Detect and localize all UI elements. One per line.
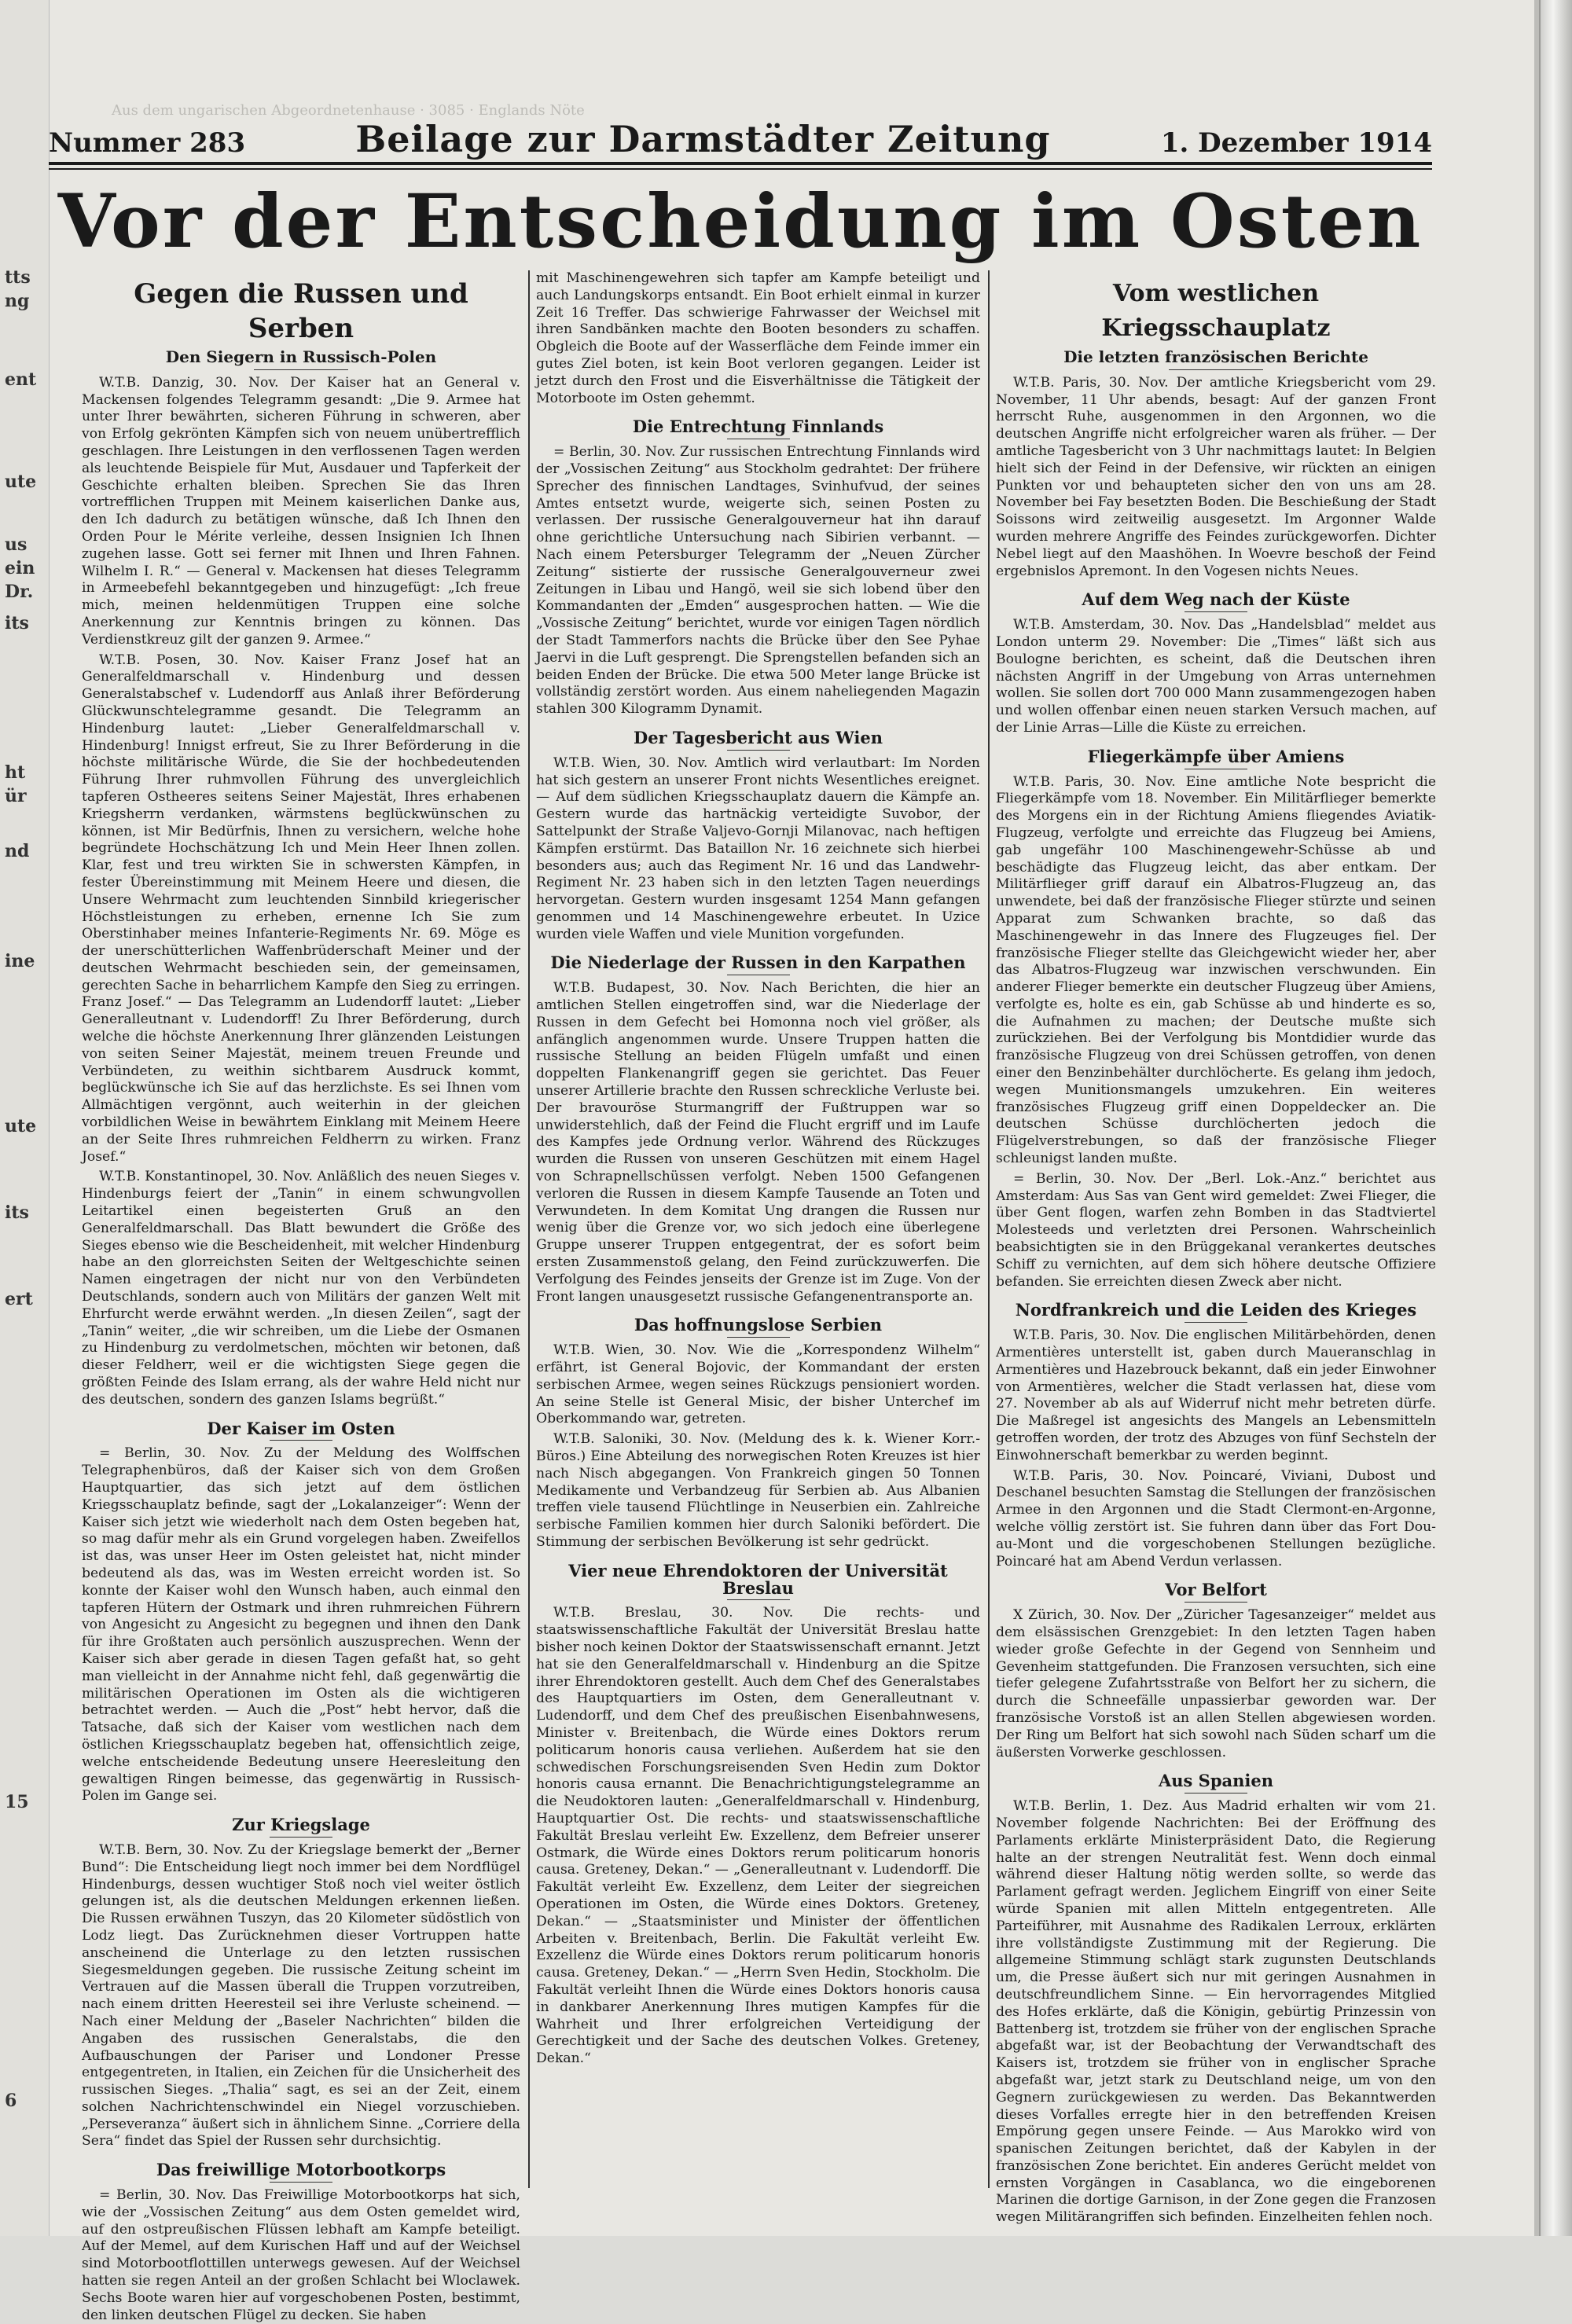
adjacent-page-edge xyxy=(0,0,50,2236)
article-paragraph: W.T.B. Paris, 30. Nov. Die englischen Militärbehörden, denen Armentières unterstellt ist, gaben durch Maueranschlag in Armentières und Hazebrouck bekannt, daß ein jeder Einwohner von Armentières, welcher die Stadt verlassen hat, diese vom 27. November ab als auf Widerruf nicht mehr betreten dürfe. Die Maßregel ist angesichts des Mangels an Lebensmitteln getroffen worden, der trotz des Abzuges von fünf Sechsteln der Einwohnerschaft bemerkbar zu werden beginnt. xyxy=(996,1327,1436,1463)
margin-fragment: its xyxy=(5,1202,29,1223)
column-divider xyxy=(528,270,530,2188)
paper-title: Beilage zur Darmstädter Zeitung xyxy=(355,118,1051,160)
margin-fragment: us xyxy=(5,534,28,555)
bleed-through-text: Aus dem ungarischen Abgeordnetenhause · 3085 · Englands Nöte xyxy=(112,102,585,119)
margin-fragment: 15 xyxy=(5,1792,29,1812)
issue-number: Nummer 283 xyxy=(49,127,246,159)
article-paragraph: W.T.B. Berlin, 1. Dez. Aus Madrid erhalten wir vom 21. November folgende Nachrichten: Bei der Eröffnung des Parlaments erklärte Ministerpräsident Dato, die Regierung halte an der strengen Neutralität fest. Wenn doch einmal während dieser Haltung nötig werden sollte, so werde das Parlament gefragt werden. Jeglichem Eingriff von einer Seite würde Spanien mit allen Mitteln entgegentreten. Alle Parteiführer, mit Ausnahme des Radikalen Lerroux, erklärten ihre vollständigste Zustimmung mit der Regierung. Die allgemeine Stimmung schlägt stark zugunsten Deutschlands um, die Presse äußert sich nur mit geringen Ausnahmen in deutschfreundlichem Sinne. — Ein hervorragendes Mitglied des Hofes erklärte, daß die Königin, gebürtig Prinzessin von Battenberg ist, trotzdem sie früher von der englischen Sprache abgefaßt war, ist der Beobachtung der Verwandtschaft des Kaisers ist, trotzdem sie früher von in englischer Sprache abgefaßt war, jetzt stark zu Deutschland neige, um von den Gegnern zurückgewiesen zu werden. Das Bekanntwerden dieses Vorfalles erregte hier in den betreffenden Kreisen Empörung gegen unsere Feinde. — Aus Marokko wird von spanischen Zeitungen berichtet, daß der Kabylen in der französischen Zone berichtet. Ein anderes Gerücht meldet von ernsten Vorgängen in Casablanca, wo die eingeborenen Marinen die dortige Garnison, in der Zone gegen die Franzosen wegen Militärangriffen sich befinden. Einzelheiten fehlen noch. xyxy=(996,1798,1436,2226)
margin-fragment: ng xyxy=(5,291,30,311)
margin-fragment: ute xyxy=(5,472,37,492)
section-heading: Gegen die Russen und Serben xyxy=(134,278,468,344)
column-3 xyxy=(996,270,1436,2226)
article-paragraph: = Berlin, 30. Nov. Zur russischen Entrechtung Finnlands wird der „Vossischen Zeitung“ aus Stockholm gedrahtet: Der frühere Sprecher des finnischen Landtages, Svinhufvud, der seines Amtes entsetzt wurde, weigerte sich, seinen Posten zu verlassen. Der russische Generalgouverneur hat ihn darauf ohne gerichtliche Untersuchung nach Sibirien verbannt. — Nach einem Petersburger Telegramm der „Neuen Zürcher Zeitung“ sistierte der russische Generalgouverneur zwei Zeitungen in Libau und Hangö, weil sie sich lobend über den Kommandanten der „Emden“ ausgesprochen hatten. — Wie die „Vossische Zeitung“ berichtet, wurde vor einigen Tagen nördlich der Stadt Tammerfors nachts die Brücke über den See Pyhae Jaervi in die Luft gesprengt. Die Sprengstellen befanden sich an beiden Enden der Brücke. Die etwa 500 Meter lange Brücke ist vollständig zerstört worden. Aus einem naheliegenden Magazin stahlen 300 Kilogramm Dynamit. xyxy=(536,444,980,718)
article-heading: Vor Belfort xyxy=(996,1581,1436,1603)
article-heading: Die Entrechtung Finnlands xyxy=(536,418,980,439)
margin-fragment: ent xyxy=(5,369,37,390)
margin-fragment: ine xyxy=(5,951,35,971)
article-paragraph: W.T.B. Bern, 30. Nov. Zu der Kriegslage bemerkt der „Berner Bund“: Die Entscheidung liegt noch immer bei dem Nordflügel Hindenburgs, dessen wuchtiger Stoß noch viel weiter östlich gelungen ist, als die deutschen Meldungen erkennen ließen. Die Russen erwähnen Tuszyn, das 20 Kilometer südöstlich von Lodz liegt. Das Zurücknehmen dieser Vortruppen hatte anscheinend die Unterlage zu den letzten russischen Siegesmeldungen gegeben. Die russische Zeitung scheint im Vertrauen auf die Massen überall die Truppen vorzutreiben, nach einem dritten Heeresteil sei ihre Verluste scheinend. — Nach einer Meldung der „Baseler Nachrichten“ bilden die Angaben des russischen Generalstabs, die den Aufbauschungen der Pariser und Londoner Presse entgegentreten, in Italien, ein Zeichen für die Unsicherheit des russischen Sieges. „Thalia“ sagt, es sei an der Zeit, einem solchen Nachrichtenschwindel ein Niegel vorzuschieben. „Perseveranza“ äußert sich in ähnlichem Sinne. „Corriere della Sera“ findet das Spiel der Russen sehr durchsichtig. xyxy=(82,1841,520,2150)
article-paragraph: W.T.B. Posen, 30. Nov. Kaiser Franz Josef hat an Generalfeldmarschall v. Hindenburg und dessen Generalstabschef v. Ludendorff aus Anlaß ihrer Beförderung Glückwunschtelegramme gesandt. Die Telegramm an Hindenburg lautet: „Lieber Generalfeldmarschall v. Hindenburg! Innigst erfreut, Sie zu Ihrer Beförderung in die höchste militärische Würde, die Sie der hochbedeutenden Führung Ihrer ruhmvollen Führung des unvergleichlich tapferen Ostheeres seitens Seiner Majestät, Ihres erhabenen Kriegsherrn verdanken, wärmstens beglückwünschen zu können, ist Mir Bedürfnis, Ihnen zu versichern, welche hohe begründete Hochschätzung Ich und Mein Heer Ihnen zollen. Klar, fest und treu wirkten Sie in schwersten Kämpfen, in fester Übereinstimmung mit Meinem Heere und diesen, die Unsere Wehrmacht zum leuchtenden Sinnbild kriegerischer Höchstleistungen zu erheben, ernenne Ich Sie zum Oberstinhaber meines Infanterie-Regiments Nr. 69. Möge es der unerschütterlichen Waffenbrüderschaft Meiner und der deutschen Wehrmacht beschieden sein, der gemeinsamen, gerechten Sache in beharrlichem Kampfe den Sieg zu erringen. Franz Josef.“ — Das Telegramm an Ludendorff lautet: „Lieber Generalleutnant v. Ludendorff! Zu Ihrer Beförderung, durch welche die höchste Anerkennung Ihrer glänzenden Leistungen von seiten Seiner Majestät, meinem treuen Freunde und Verbündeten, zu weithin sichtbarem Ausdruck kommt, beglückwünsche ich Sie auf das herzlichste. Es sei Ihnen vom Allmächtigen vergönnt, auch weiterhin in der gleichen vorbildlichen Weise in bewährtem Einklang mit Meinem Heere an der Seite Ihres ruhmreichen Feldherrn zu wirken. Franz Josef.“ xyxy=(82,652,520,1165)
article-paragraph: W.T.B. Paris, 30. Nov. Der amtliche Kriegsbericht vom 29. November, 11 Uhr abends, besagt: Auf der ganzen Front herrscht Ruhe, ausgenommen in den Argonnen, wo die deutschen Angriffe nicht erfolgreicher waren als früher. — Der amtliche Tagesbericht von 3 Uhr nachmittags lautet: In Belgien hielt sich der Feind in der Defensive, wir rückten an einigen Punkten vor und behaupteten sicher den von uns am 28. November bei Fay besetzten Boden. Die Beschießung der Stadt Soissons wird zeitweilig ausgesetzt. Im Argonner Walde wurden mehrere Angriffe des Feindes zurückgeworfen. Dichter Nebel liegt auf den Maashöhen. In Woevre beschoß der Feind ergebnislos Apremont. In den Vogesen nichts Neues. xyxy=(996,374,1436,579)
article-heading: Der Kaiser im Osten xyxy=(82,1420,520,1441)
article-paragraph: mit Maschinengewehren sich tapfer am Kampfe beteiligt und auch Landungskorps entsandt. Ein Boot erhielt einmal in kurzer Zeit 16 Treffer. Das schwierige Fahrwasser der Weichsel mit ihren Sandbänken machte den Booten besonders zu schaffen. Obgleich die Boote auf der Wasserfläche dem Feinde immer ein gutes Ziel boten, ist kein Boot verloren gegangen. Leider ist jetzt durch den Frost und die Eisverhältnisse die Tätigkeit der Motorboote im Osten gehemmt. xyxy=(536,270,980,406)
margin-fragment: ert xyxy=(5,1289,33,1309)
article-paragraph: W.T.B. Budapest, 30. Nov. Nach Berichten, die hier an amtlichen Stellen eingetroffen sind, war die Niederlage der Russen in dem Gefecht bei Homonna noch viel größer, als anfänglich angenommen wurde. Unsere Truppen hatten die russische Stellung an beiden Flügeln umfaßt und einen doppelten Flankenangriff gegen sie gerichtet. Das Feuer unserer Artillerie brachte den Russen schreckliche Verluste bei. Der bravouröse Sturmangriff der Fußtruppen war so unwiderstehlich, daß der Feind die Flucht ergriff und im Laufe des Kampfes jede Ordnung verlor. Während des Rückzuges wurden die Russen von unseren Geschützen mit einem Hagel von Schrapnellschüssen verfolgt. Neben 1500 Gefangenen verloren die Russen in diesem Kampfe Tausende an Toten und Verwundeten. In dem Komitat Ung drangen die Russen nur wenig über die Grenze vor, wo sich jedoch eine überlegene Gruppe unserer Truppen entgegentrat, der es sofort beim ersten Zusammenstoß gelang, den Feind zurückzuwerfen. Die Verfolgung des Feindes jenseits der Grenze ist im Zuge. Von der Front langen unausgesetzt russische Gefangenentransporte an. xyxy=(536,980,980,1305)
masthead xyxy=(49,118,1432,165)
article-paragraph: W.T.B. Paris, 30. Nov. Eine amtliche Note bespricht die Fliegerkämpfe vom 18. November. Ein Militärflieger bemerkte des Morgens ein in der Richtung Amiens fliegendes Aviatik-Flugzeug, verfolgte und erreichte das Flugzeug bei Amiens, gab ungefähr 100 Maschinengewehr-Schüsse ab und beschädigte das Flugzeug leicht, das aber entkam. Der Militärflieger griff darauf ein Albatros-Flugzeug an, das unwendete, bei daß der französische Flieger stürzte und seinen Apparat zum Schwanken brachte, so daß das Maschinengewehr in das Innere des Flugzeuges fiel. Der französische Flieger stellte das Gleichgewicht wieder her, aber das Albatros-Flugzeug war inzwischen verschwunden. Ein anderer Flieger bemerkte ein deutscher Flugzeug über Amiens, verfolgte es, holte es ein, gab Schüsse ab und hinderte es so, die Aufnahmen zu machen; der Deutsche mußte sich zurückziehen. Bei der Verfolgung bis Montdidier wurde das französische Flugzeug von drei Schüssen getroffen, von denen einer den Benzinbehälter durchlöcherte. Es gelang ihm jedoch, wegen Munitionsmangels umzukehren. Ein weiteres französisches Flugzeug griff einen Doppeldecker an. Die deutschen Schüsse durchlöcherten jedoch die Flügelverstrebungen, so daß der französische Flieger schleunigst landen mußte. xyxy=(996,773,1436,1167)
margin-fragment: its xyxy=(5,613,29,633)
main-headline: Vor der Entscheidung im Osten xyxy=(57,178,1423,265)
section-heading: Vom westlichen Kriegsschauplatz xyxy=(1101,280,1331,342)
page-body xyxy=(49,0,1534,2323)
margin-fragment: 6 xyxy=(5,2091,17,2111)
column-2 xyxy=(536,270,980,2188)
article-paragraph: = Berlin, 30. Nov. Das Freiwillige Motorbootkorps hat sich, wie der „Vossischen Zeitung“ aus dem Osten gemeldet wird, auf den ostpreußischen Flüssen lebhaft am Kampfe beteiligt. Auf der Memel, auf dem Kurischen Haff und auf der Weichsel sind Motorbootflottillen unterwegs gewesen. Auf der Weichsel hatten sie regen Anteil an der großen Schlacht bei Wloclawek. Sechs Boote waren hier auf vorgeschobenen Posten, bestimmt, den linken deutschen Flügel zu decken. Sie haben xyxy=(82,2187,520,2323)
article-paragraph: X Zürich, 30. Nov. Der „Züricher Tagesanzeiger“ meldet aus dem elsässischen Grenzgebiet: In den letzten Tagen haben wieder große Gefechte in der Gegend von Sennheim und Gevenheim stattgefunden. Die Franzosen versuchten, sich eine tiefer gelegene Zufahrtsstraße von Belfort her zu sichern, die durch die Schneefälle unpassierbar geworden war. Der französische Vorstoß ist an allen Stellen abgewiesen worden. Der Ring um Belfort hat sich sowohl nach Süden scharf um die äußersten Vorwerke geschlossen. xyxy=(996,1607,1436,1760)
article-heading: Aus Spanien xyxy=(996,1772,1436,1793)
article-heading: Das hoffnungslose Serbien xyxy=(536,1316,980,1338)
article-paragraph: W.T.B. Saloniki, 30. Nov. (Meldung des k. k. Wiener Korr.-Büros.) Eine Abteilung des norwegischen Roten Kreuzes ist hier nach Nisch abgegangen. Von Frankreich gingen 50 Tonnen Medikamente und Verbandzeug für Serbien ab. Aus Albanien treffen viele tausend Flüchtlinge in Neuserbien ein. Zahlreiche serbische Familien kommen hier durch Saloniki befördert. Die Stimmung der serbischen Bevölkerung ist sehr gedrückt. xyxy=(536,1431,980,1550)
column-1 xyxy=(82,270,520,2323)
article-paragraph: W.T.B. Danzig, 30. Nov. Der Kaiser hat an General v. Mackensen folgendes Telegramm gesandt: „Die 9. Armee hat unter Ihrer bewährten, sicheren Führung in schweren, aber von Erfolg gekrönten Kämpfen sich von neuem unübertrefflich geschlagen. Ihre Leistungen in den verflossenen Tagen werden als leuchtende Beispiele für Mut, Ausdauer und Tapferkeit der Geschichte erhalten bleiben. Sprechen Sie das Ihren vortrefflichen Truppen mit Meinem kaiserlichen Danke aus, den Ich dadurch zu betätigen wünsche, daß Ich Ihnen den Orden Pour le Mérite verleihe, dessen Insignien Ich Ihnen zugehen lasse. Gott sei ferner mit Ihnen und Ihren Fahnen. Wilhelm I. R.“ — General v. Mackensen hat dieses Telegramm in Armeebefehl bekanntgegeben und hinzugefügt: „Ich freue mich, meinen heldenmütigen Truppen eine solche Anerkennung zur Kenntnis bringen zu können. Das Verdienstkreuz gilt der ganzen 9. Armee.“ xyxy=(82,374,520,648)
article-paragraph: = Berlin, 30. Nov. Der „Berl. Lok.-Anz.“ berichtet aus Amsterdam: Aus Sas van Gent wird gemeldet: Zwei Flieger, die über Gent flogen, warfen zehn Bomben in das Stadtviertel Molesteeds und verletzten drei Personen. Wahrscheinlich beabsichtigten sie in den Brüggekanal verankertes deutsches Schiff zu vernichten, auf dem sich höhere deutsche Offiziere befanden. Sie erreichten diesen Zweck aber nicht. xyxy=(996,1170,1436,1290)
article-paragraph: W.T.B. Amsterdam, 30. Nov. Das „Handelsblad“ meldet aus London unterm 29. November: Die „Times“ läßt sich aus Boulogne berichten, es scheint, daß die Deutschen ihren nächsten Angriff in der Umgebung von Arras unternehmen wollen. Sie sollen dort 700 000 Mann zusammengezogen haben und wollen offenbar einen neuen starken Versuch machen, auf der Linie Arras—Lille die Küste zu erreichen. xyxy=(996,617,1436,736)
section-subheading: Den Siegern in Russisch-Polen xyxy=(82,349,520,370)
issue-date: 1. Dezember 1914 xyxy=(1160,127,1432,159)
book-binding xyxy=(1539,0,1572,2236)
section-subheading: Die letzten französischen Berichte xyxy=(996,349,1436,370)
margin-fragment: ür xyxy=(5,786,27,806)
article-heading: Das freiwillige Motorbootkorps xyxy=(82,2161,520,2183)
article-heading: Zur Kriegslage xyxy=(82,1816,520,1838)
article-paragraph: W.T.B. Wien, 30. Nov. Wie die „Korrespondenz Wilhelm“ erfährt, ist General Bojovic, der Kommandant der ersten serbischen Armee, wegen seines Rückzugs pensioniert worden. An seine Stelle ist General Misic, der bisher Unterchef im Oberkommando war, getreten. xyxy=(536,1342,980,1427)
article-heading: Vier neue Ehrendoktoren der Universität Breslau xyxy=(536,1562,980,1601)
article-heading: Fliegerkämpfe über Amiens xyxy=(996,748,1436,769)
article-heading: Auf dem Weg nach der Küste xyxy=(996,591,1436,612)
article-heading: Der Tagesbericht aus Wien xyxy=(536,729,980,751)
margin-fragment: ht xyxy=(5,762,26,783)
article-paragraph: W.T.B. Paris, 30. Nov. Poincaré, Viviani, Dubost und Deschanel besuchten Samstag die Stellungen der französischen Armee in den Argonnen und die Stadt Clermont-en-Argonne, welche völlig zerstört ist. Sie fuhren dann über das Fort Dou-au-Mont und die vorgeschobenen Stellungen bezügliche. Poincaré hat am Abend Verdun verlassen. xyxy=(996,1467,1436,1570)
margin-fragment: Dr. xyxy=(5,582,34,602)
column-divider xyxy=(988,270,990,2188)
article-heading: Nordfrankreich und die Leiden des Krieges xyxy=(996,1302,1436,1323)
margin-fragment: ute xyxy=(5,1116,37,1136)
margin-fragment: nd xyxy=(5,841,30,861)
article-paragraph: W.T.B. Konstantinopel, 30. Nov. Anläßlich des neuen Sieges v. Hindenburgs feiert der „Tanin“ in einem schwungvollen Leitartikel einen begeisterten Gruß an den Generalfeldmarschall. Das Blatt bewundert die Größe des Sieges ebenso wie die Bescheidenheit, mit welcher Hindenburg habe an den glorreichsten Seiten der Weltgeschichte seinen Namen eingetragen der nicht nur von den Verbündeten Deutschlands, sondern auch von Militärs der ganzen Welt mit Ehrfurcht werde erwähnt werden. „In diesen Zeilen“, sagt der „Tanin“ weiter, „die wir schreiben, um die Liebe der Osmanen zu Hindenburg zu verdolmetschen, möchten wir betonen, daß dieser Feldherr, weil er die wichtigsten Siege gegen die größten Feinde des Islam errang, als der wahre Held nicht nur des deutschen, sondern des ganzen Islams begrüßt.“ xyxy=(82,1169,520,1408)
article-paragraph: W.T.B. Breslau, 30. Nov. Die rechts- und staatswissenschaftliche Fakultät der Universität Breslau hatte bisher noch keinen Doktor der Staatswissenschaft ernannt. Jetzt hat sie den Generalfeldmarschall v. Hindenburg an die Spitze ihrer Ehrendoktoren gestellt. Auch dem Chef des Generalstabes des Hauptquartiers im Osten, dem Generalleutnant v. Ludendorff, und dem Chef des preußischen Eisenbahnwesens, Minister v. Breitenbach, die Würde eines Doktors rerum politicarum honoris causa verliehen. Außerdem hat sie den schwedischen Forschungsreisenden Sven Hedin zum Doktor honoris causa ernannt. Die Benachrichtigungstelegramme an die Neudoktoren lauten: „Generalfeldmarschall v. Hindenburg, Hauptquartier Ost. Die rechts- und staatswissenschaftliche Fakultät Breslau verleiht Ew. Exzellenz, dem Befreier unserer Ostmark, die Würde eines Doktors rerum politicarum honoris causa. Greteney, Dekan.“ — „Generalleutnant v. Ludendorff. Die Fakultät verleiht Ew. Exzellenz, dem Leiter der siegreichen Operationen im Osten, die Würde eines Doktors. Greteney, Dekan.“ — „Staatsminister und Minister der öffentlichen Arbeiten v. Breitenbach, Berlin. Die Fakultät verleiht Ew. Exzellenz die Würde eines Doktors rerum politicarum honoris causa. Greteney, Dekan.“ — „Herrn Sven Hedin, Stockholm. Die Fakultät verleiht Ihnen die Würde eines Doktors honoris causa in dankbarer Anerkennung Ihres mutigen Kampfes für die Wahrheit und Ihrer erfolgreichen Verteidigung der Gerechtigkeit und der Sache des deutschen Volkes. Greteney, Dekan.“ xyxy=(536,1605,980,2067)
article-paragraph: = Berlin, 30. Nov. Zu der Meldung des Wolffschen Telegraphenbüros, daß der Kaiser sich von dem Großen Hauptquartier, das sich jetzt auf dem östlichen Kriegsschauplatz befinde, sagt der „Lokalanzeiger“: Wenn der Kaiser sich jetzt wie wiederholt nach dem Osten begeben hat, so mag dafür mehr als ein Grund vorgelegen haben. Zweifellos ist das, was unser Heer im Osten geleistet hat, nicht minder bedeutend als das, was im Westen erreicht worden ist. So konnte der Kaiser wohl den Wunsch haben, auch einmal den tapferen Hütern der Ostmark und ihren ruhmreichen Führern von Angesicht zu Angesicht zu begegnen und ihnen den Dank für ihre Großtaten auch persönlich auszusprechen. Wenn der Kaiser sich aber gerade in diesen Tagen gefaßt hat, so geht man vielleicht in der Annahme nicht fehl, daß gegenwärtig die militärischen Operationen im Osten als die wichtigeren betrachtet werden. — Auch die „Post“ hebt hervor, daß die Tatsache, daß sich der Kaiser vom westlichen nach dem östlichen Kriegsschauplatz begeben hat, offensichtlich zeige, welche entscheidende Bedeutung unsere Heeresleitung den gewaltigen Ringen beimesse, das gegenwärtig in Russisch-Polen im Gange sei. xyxy=(82,1445,520,1804)
article-heading: Die Niederlage der Russen in den Karpathen xyxy=(536,954,980,975)
article-paragraph: W.T.B. Wien, 30. Nov. Amtlich wird verlautbart: Im Norden hat sich gestern an unserer Front nichts Wesentliches ereignet. — Auf dem südlichen Kriegsschauplatz dauern die Kämpfe an. Gestern wurde das hartnäckig verteidigte Suvobor, der Sattelpunkt der Straße Valjevo-Gornji Milanovac, nach heftigen Kämpfen erstürmt. Das Bataillon Nr. 16 zeichnete sich hierbei besonders aus; auch das Regiment Nr. 16 und das Landwehr-Regiment Nr. 23 haben sich in den letzten Tagen neuerdings hervorgetan. Gestern wurden insgesamt 1254 Mann gefangen genommen und 14 Maschinengewehre erbeutet. In Uzice wurden viele Waffen und viele Munition vorgefunden. xyxy=(536,754,980,942)
margin-fragment: ein xyxy=(5,558,35,578)
margin-fragment: tts xyxy=(5,267,31,288)
masthead-rule xyxy=(49,168,1432,170)
